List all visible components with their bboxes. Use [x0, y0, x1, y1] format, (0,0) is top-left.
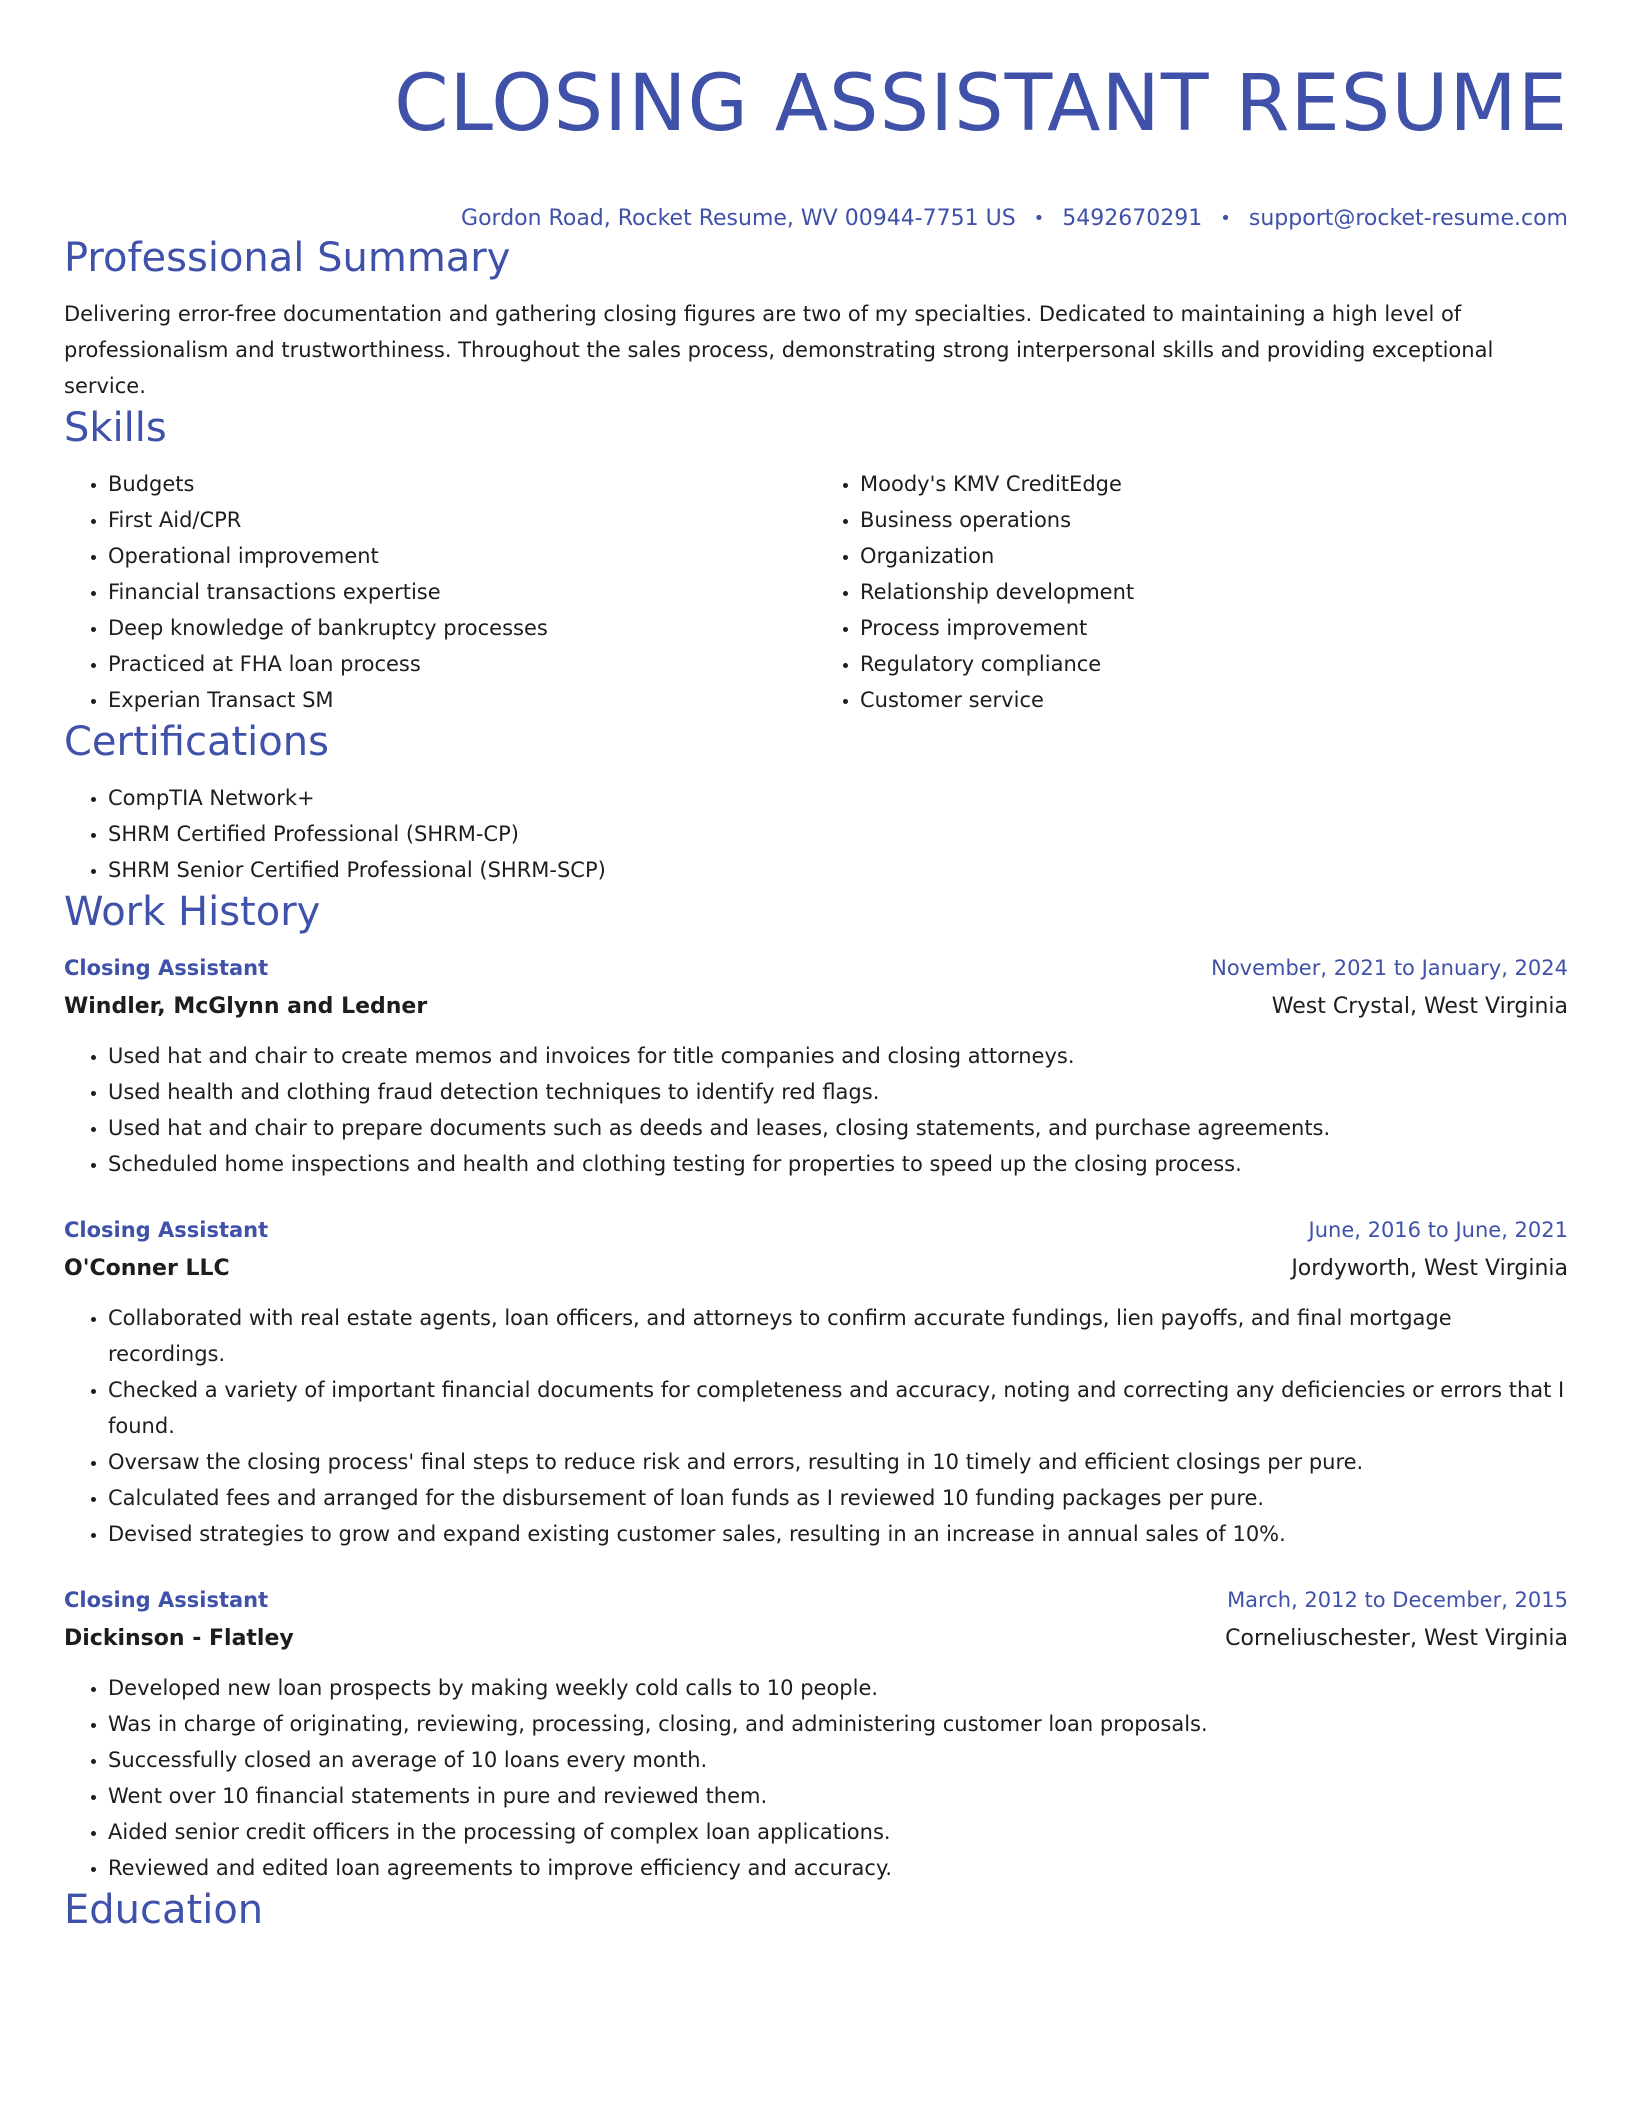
skill-item: • Operational improvement: [108, 538, 816, 574]
job-bullets: [64, 1300, 1568, 1552]
skill-item: • First Aid/CPR: [108, 502, 816, 538]
contact-phone: 5492670291: [1062, 206, 1203, 231]
skill-item: • Practiced at FHA loan process: [108, 646, 816, 682]
job-bullet: • Aided senior credit officers in the processing of complex loan applications.: [108, 1814, 1568, 1850]
contact-email: support@rocket-resume.com: [1248, 206, 1568, 231]
resume-title: CLOSING ASSISTANT RESUME: [394, 59, 1568, 149]
skill-item: • Moody's KMV CreditEdge: [860, 466, 1568, 502]
job-bullet: • Reviewed and edited loan agreements to improve efficiency and accuracy.: [108, 1850, 1568, 1886]
job-bullet: • Collaborated with real estate agents, loan officers, and attorneys to confirm accurate fundings, lien payoffs, and final mortgage recordings.: [108, 1300, 1568, 1372]
job-company-row: [64, 1250, 1568, 1288]
job-company-row: [64, 1620, 1568, 1658]
job-entry: [64, 948, 1568, 1182]
summary-heading: Professional Summary: [64, 235, 511, 281]
skill-item: • Customer service: [860, 682, 1568, 718]
contact-line: [64, 204, 1568, 234]
certification-item: • SHRM Senior Certified Professional (SHRM-SCP): [108, 852, 1568, 888]
skill-item: • Relationship development: [860, 574, 1568, 610]
job-bullet: • Calculated fees and arranged for the disbursement of loan funds as I reviewed 10 funding packages per pure.: [108, 1480, 1568, 1516]
job-dates: March, 2012 to December, 2015: [1227, 1588, 1568, 1612]
job-bullet: • Was in charge of originating, reviewing, processing, closing, and administering customer loan proposals.: [108, 1706, 1568, 1742]
job-company: Dickinson - Flatley: [64, 1626, 294, 1651]
certifications-list: [64, 780, 1568, 888]
certification-item: • SHRM Certified Professional (SHRM-CP): [108, 816, 1568, 852]
job-bullet: • Successfully closed an average of 10 loans every month.: [108, 1742, 1568, 1778]
job-bullets: [64, 1670, 1568, 1886]
skill-item: • Deep knowledge of bankruptcy processes: [108, 610, 816, 646]
job-bullet: • Oversaw the closing process' final steps to reduce risk and errors, resulting in 10 timely and efficient closings per pure.: [108, 1444, 1568, 1480]
skills-columns: [64, 466, 1568, 718]
job-company-row: [64, 988, 1568, 1026]
job-location: West Crystal, West Virginia: [1271, 994, 1568, 1019]
job-header-row: [64, 948, 1568, 988]
job-header-row: [64, 1580, 1568, 1620]
job-title: Closing Assistant: [64, 1588, 269, 1612]
job-entry: [64, 1210, 1568, 1552]
job-company: Windler, McGlynn and Ledner: [64, 994, 428, 1019]
job-bullet: • Devised strategies to grow and expand existing customer sales, resulting in an increase in annual sales of 10%.: [108, 1516, 1568, 1552]
job-bullets: [64, 1038, 1568, 1182]
job-location: Jordyworth, West Virginia: [1291, 1256, 1568, 1281]
job-title: Closing Assistant: [64, 956, 269, 980]
job-header-row: [64, 1210, 1568, 1250]
education-heading: Education: [64, 1887, 264, 1933]
job-dates: November, 2021 to January, 2024: [1211, 956, 1568, 980]
job-bullet: • Used health and clothing fraud detection techniques to identify red flags.: [108, 1074, 1568, 1110]
skills-list-right: [816, 466, 1568, 718]
job-bullet: • Checked a variety of important financial documents for completeness and accuracy, noting and correcting any deficiencies or errors that I found.: [108, 1372, 1568, 1444]
summary-text: Delivering error-free documentation and gathering closing figures are two of my specialties. Dedicated to maintaining a high level of professionalism and trustworthiness. Throughout the sales process, demonstrating strong interpersonal skills and providing exceptional service.: [64, 302, 1494, 398]
job-bullet: • Went over 10 financial statements in pure and reviewed them.: [108, 1778, 1568, 1814]
contact-address: Gordon Road, Rocket Resume, WV 00944-7751 US: [461, 206, 1016, 231]
skill-item: • Regulatory compliance: [860, 646, 1568, 682]
job-location: Corneliuschester, West Virginia: [1225, 1626, 1568, 1651]
work-history-heading: Work History: [64, 889, 321, 935]
job-bullet: • Used hat and chair to create memos and invoices for title companies and closing attorneys.: [108, 1038, 1568, 1074]
job-company: O'Conner LLC: [64, 1256, 230, 1281]
job-bullet: • Developed new loan prospects by making weekly cold calls to 10 people.: [108, 1670, 1568, 1706]
skill-item: • Financial transactions expertise: [108, 574, 816, 610]
skills-list-left: [64, 466, 816, 718]
job-bullet: • Used hat and chair to prepare documents such as deeds and leases, closing statements, and purchase agreements.: [108, 1110, 1568, 1146]
contact-separator: •: [1220, 208, 1231, 229]
certification-item: • CompTIA Network+: [108, 780, 1568, 816]
contact-separator: •: [1033, 208, 1045, 229]
skill-item: • Organization: [860, 538, 1568, 574]
job-dates: June, 2016 to June, 2021: [1308, 1218, 1568, 1242]
skill-item: • Budgets: [108, 466, 816, 502]
job-entry: [64, 1580, 1568, 1886]
certifications-heading: Certifications: [64, 719, 329, 765]
job-title: Closing Assistant: [64, 1218, 269, 1242]
skills-heading: Skills: [64, 405, 167, 451]
skill-item: • Experian Transact SM: [108, 682, 816, 718]
job-bullet: • Scheduled home inspections and health and clothing testing for properties to speed up the closing process.: [108, 1146, 1568, 1182]
skill-item: • Business operations: [860, 502, 1568, 538]
skill-item: • Process improvement: [860, 610, 1568, 646]
